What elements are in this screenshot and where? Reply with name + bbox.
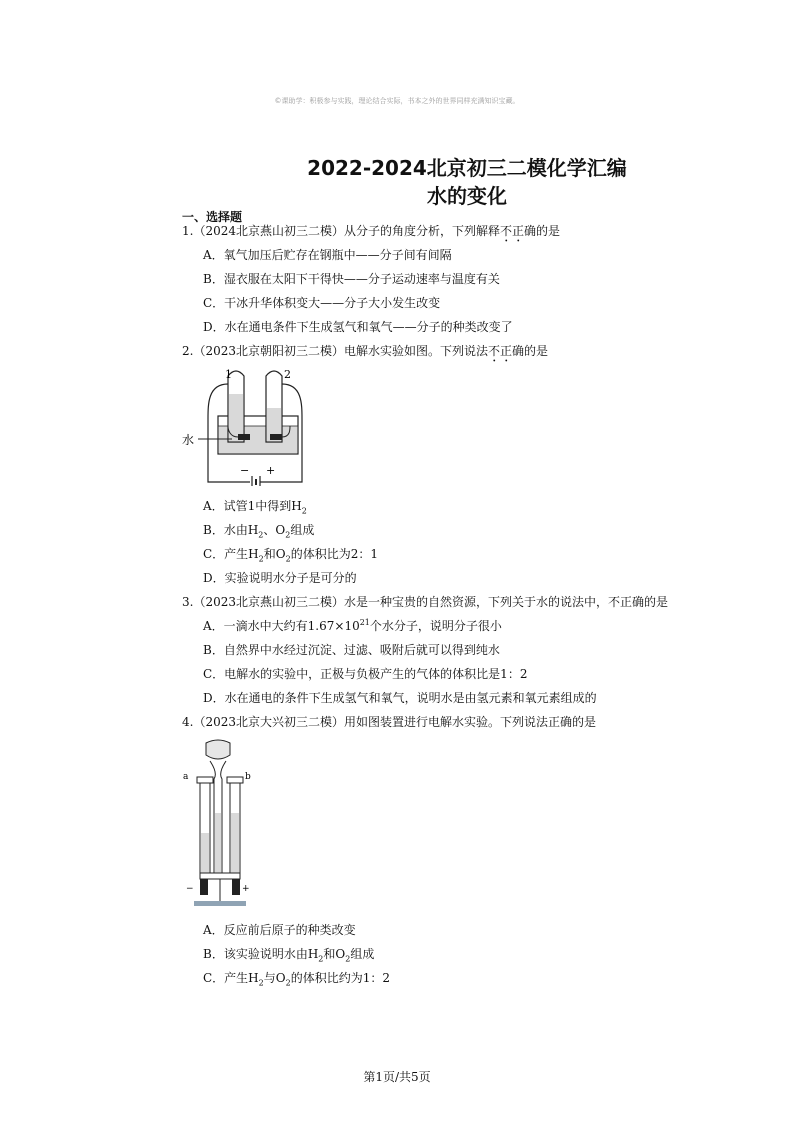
minus-label: − — [186, 884, 194, 894]
question-2-option-c: C．产生$H_2$和$O_2$的体积比为2：1 — [203, 547, 378, 564]
question-1-option-a: A．氧气加压后贮存在钢瓶中——分子间有间隔 — [203, 248, 452, 262]
question-3-option-b: B．自然界中水经过沉淀、过滤、吸附后就可以得到纯水 — [203, 643, 500, 657]
question-2-option-b: B．水由$H_2$、$O_2$组成 — [203, 523, 315, 540]
document-subtitle: 水的变化 — [427, 184, 507, 208]
water-label: 水 — [182, 433, 195, 447]
question-3-option-c: C．电解水的实验中，正极与负极产生的气体的体积比是1：2 — [203, 667, 528, 681]
plus-label: + — [242, 884, 250, 894]
question-4-option-b: B．该实验说明水由$H_2$和$O_2$组成 — [203, 947, 375, 964]
question-3-option-a: A．一滴水中大约有$1.67\times 10^{21}$个水分子，说明分子很小 — [203, 618, 502, 633]
document-title: 2022-2024北京初三二模化学汇编 — [307, 156, 627, 180]
question-2-option-a: A．试管1中得到$H_2$ — [203, 499, 307, 516]
valve-a-label: a — [183, 772, 189, 782]
page-footer: 第1页/共5页 — [363, 1070, 431, 1084]
question-3-stem: 3.（2023北京燕山初三二模）水是一种宝贵的自然资源，下列关于水的说法中，不正确的是 — [182, 595, 668, 609]
watermark: ©课助学：积极参与实践，理论结合实际，书本之外的世界同样充满知识宝藏。 — [274, 97, 520, 105]
electrolysis-apparatus-figure — [180, 364, 330, 486]
tube-2-label: 2 — [284, 368, 291, 381]
question-4-option-c: C．产生$H_2$与$O_2$的体积比约为1：2 — [203, 971, 390, 988]
question-1-option-b: B．湿衣服在太阳下干得快——分子运动速率与温度有关 — [203, 272, 500, 286]
plus-label: + — [266, 464, 276, 477]
question-1-option-d: D．水在通电条件下生成氢气和氧气——分子的种类改变了 — [203, 320, 513, 334]
tube-1-label: 1 — [225, 368, 232, 381]
question-3-option-d: D．水在通电的条件下生成氢气和氧气，说明水是由氢元素和氧元素组成的 — [203, 691, 597, 705]
question-4-stem: 4.（2023北京大兴初三二模）用如图装置进行电解水实验。下列说法正确的是 — [182, 715, 596, 729]
hoffman-apparatus-figure — [180, 733, 260, 913]
minus-label: − — [240, 464, 250, 477]
question-2-stem: 2.（2023北京朝阳初三二模）电解水实验如图。下列说法不正确的是 — [182, 344, 549, 358]
question-4-option-a: A．反应前后原子的种类改变 — [203, 923, 356, 937]
valve-b-label: b — [245, 772, 251, 782]
question-1-option-c: C．干冰升华体积变大——分子大小发生改变 — [203, 296, 441, 310]
question-2-option-d: D．实验说明水分子是可分的 — [203, 571, 357, 585]
section-heading: 一、选择题 — [182, 210, 243, 224]
question-1-stem: 1.（2024北京燕山初三二模）从分子的角度分析，下列解释不正确的是 — [182, 224, 561, 238]
